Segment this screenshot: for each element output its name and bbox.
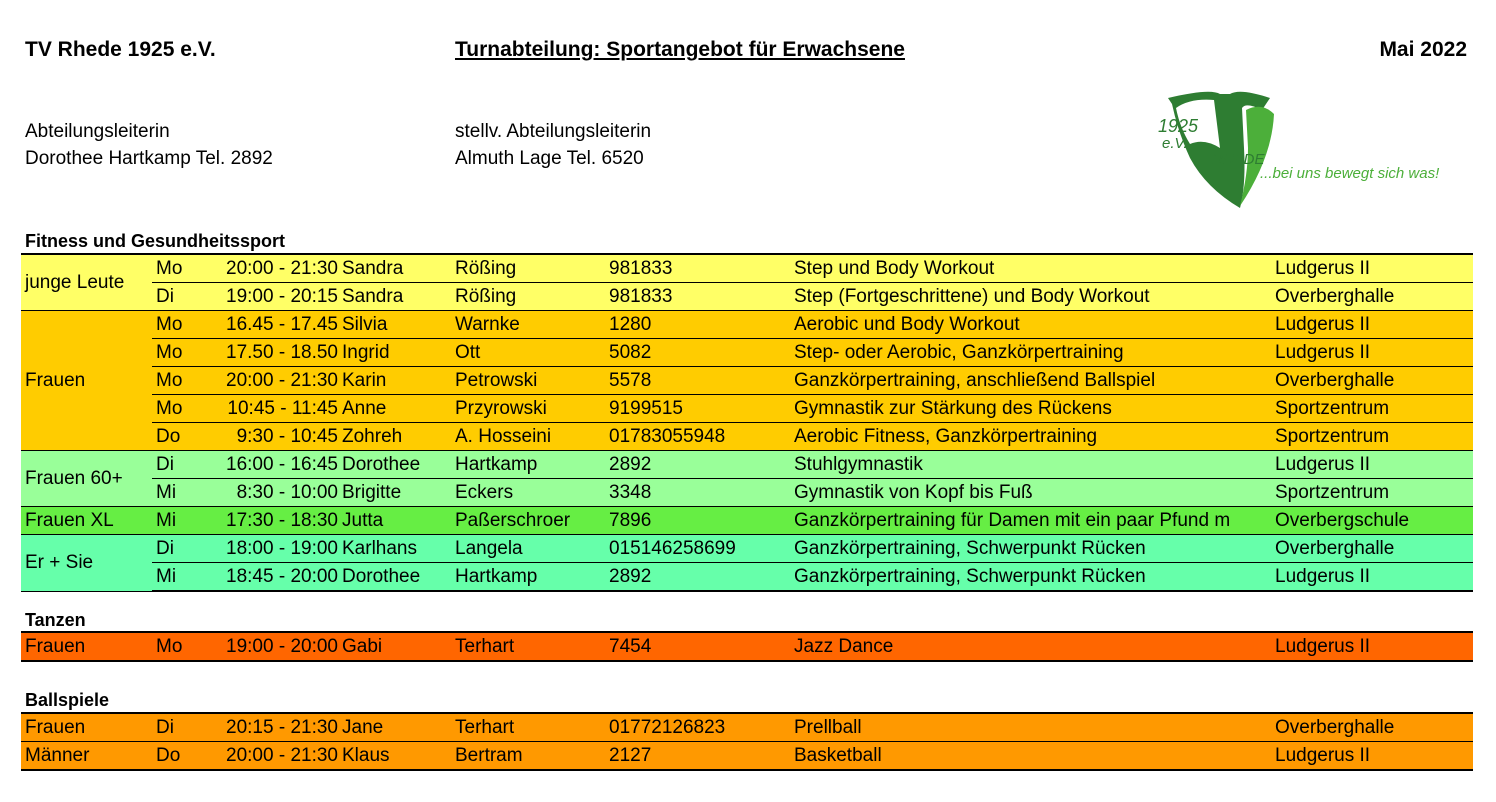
cell-course: Ganzkörpertraining, anschließend Ballspiel bbox=[790, 367, 1271, 395]
cell-first: Zohreh bbox=[338, 423, 451, 451]
cell-place: Ludgerus II bbox=[1271, 632, 1473, 661]
cell-phone: 2127 bbox=[605, 742, 790, 771]
cell-day: Mi bbox=[152, 507, 205, 535]
cell-place: Ludgerus II bbox=[1271, 311, 1473, 339]
cell-last: Hartkamp bbox=[451, 563, 605, 592]
table-row bbox=[21, 367, 1473, 395]
cell-last: Terhart bbox=[451, 713, 605, 742]
cell-last: Eckers bbox=[451, 479, 605, 507]
cell-first: Brigitte bbox=[338, 479, 451, 507]
cell-place: Ludgerus II bbox=[1271, 451, 1473, 479]
table-row bbox=[21, 742, 1473, 771]
cell-course: Gymnastik von Kopf bis Fuß bbox=[790, 479, 1271, 507]
logo-slogan: ...bei uns bewegt sich was! bbox=[1260, 165, 1440, 182]
cell-course: Ganzkörpertraining, Schwerpunkt Rücken bbox=[790, 535, 1271, 563]
cell-last: Hartkamp bbox=[451, 451, 605, 479]
table-row bbox=[21, 632, 1473, 661]
fitness-table bbox=[21, 253, 1473, 592]
cell-first: Dorothee bbox=[338, 451, 451, 479]
group-label: Männer bbox=[21, 742, 152, 771]
group-label: Er + Sie bbox=[21, 535, 152, 592]
cell-day: Mo bbox=[152, 632, 205, 661]
cell-course: Prellball bbox=[790, 713, 1271, 742]
cell-place: Overberghalle bbox=[1271, 535, 1473, 563]
cell-first: Karlhans bbox=[338, 535, 451, 563]
cell-phone: 1280 bbox=[605, 311, 790, 339]
cell-time: 18:00 - 19:00 bbox=[205, 535, 338, 563]
group-label: Frauen bbox=[21, 632, 152, 661]
logo-town: RHEDE bbox=[1212, 151, 1265, 168]
cell-phone: 2892 bbox=[605, 563, 790, 592]
cell-last: A. Hosseini bbox=[451, 423, 605, 451]
cell-day: Mo bbox=[152, 367, 205, 395]
cell-time: 20:00 - 21:30 bbox=[205, 254, 338, 283]
cell-day: Mi bbox=[152, 563, 205, 592]
table-row bbox=[21, 283, 1473, 311]
cell-first: Karin bbox=[338, 367, 451, 395]
cell-phone: 01772126823 bbox=[605, 713, 790, 742]
cell-first: Jane bbox=[338, 713, 451, 742]
cell-last: Petrowski bbox=[451, 367, 605, 395]
club-name: TV Rhede 1925 e.V. bbox=[25, 38, 216, 61]
table-row bbox=[21, 311, 1473, 339]
cell-day: Mo bbox=[152, 339, 205, 367]
table-row bbox=[21, 395, 1473, 423]
cell-time: 19:00 - 20:00 bbox=[205, 632, 338, 661]
cell-first: Anne bbox=[338, 395, 451, 423]
table-row bbox=[21, 423, 1473, 451]
cell-last: Langela bbox=[451, 535, 605, 563]
section-title-fitness: Fitness und Gesundheitssport bbox=[25, 231, 286, 251]
leader-left bbox=[25, 118, 273, 172]
cell-last: Paßerschroer bbox=[451, 507, 605, 535]
cell-phone: 2892 bbox=[605, 451, 790, 479]
cell-first: Jutta bbox=[338, 507, 451, 535]
cell-course: Step- oder Aerobic, Ganzkörpertraining bbox=[790, 339, 1271, 367]
cell-phone: 01783055948 bbox=[605, 423, 790, 451]
cell-place: Ludgerus II bbox=[1271, 339, 1473, 367]
table-row bbox=[21, 451, 1473, 479]
leader-left-name: Dorothee Hartkamp Tel. 2892 bbox=[25, 148, 273, 169]
cell-time: 17:30 - 18:30 bbox=[205, 507, 338, 535]
cell-place: Ludgerus II bbox=[1271, 563, 1473, 592]
cell-time: 20:00 - 21:30 bbox=[205, 367, 338, 395]
section-title-tanzen: Tanzen bbox=[25, 610, 86, 630]
cell-course: Aerobic Fitness, Ganzkörpertraining bbox=[790, 423, 1271, 451]
cell-course: Ganzkörpertraining, Schwerpunkt Rücken bbox=[790, 563, 1271, 592]
group-label: junge Leute bbox=[21, 254, 152, 311]
cell-last: Rößing bbox=[451, 283, 605, 311]
page-title: Turnabteilung: Sportangebot für Erwachsene bbox=[455, 38, 905, 61]
cell-phone: 7896 bbox=[605, 507, 790, 535]
table-row bbox=[21, 479, 1473, 507]
cell-place: Sportzentrum bbox=[1271, 423, 1473, 451]
cell-place: Overbergschule bbox=[1271, 507, 1473, 535]
cell-place: Overberghalle bbox=[1271, 713, 1473, 742]
cell-last: Warnke bbox=[451, 311, 605, 339]
table-row bbox=[21, 563, 1473, 592]
cell-first: Gabi bbox=[338, 632, 451, 661]
club-logo bbox=[1150, 88, 1460, 210]
cell-day: Do bbox=[152, 423, 205, 451]
tanzen-table bbox=[21, 631, 1473, 662]
cell-place: Sportzentrum bbox=[1271, 395, 1473, 423]
table-row bbox=[21, 507, 1473, 535]
cell-time: 16:00 - 16:45 bbox=[205, 451, 338, 479]
table-row bbox=[21, 535, 1473, 563]
cell-first: Klaus bbox=[338, 742, 451, 771]
section-title-ballspiele: Ballspiele bbox=[25, 690, 110, 710]
cell-course: Basketball bbox=[790, 742, 1271, 771]
cell-time: 17.50 - 18.50 bbox=[205, 339, 338, 367]
table-row bbox=[21, 254, 1473, 283]
cell-last: Rößing bbox=[451, 254, 605, 283]
cell-course: Step und Body Workout bbox=[790, 254, 1271, 283]
ballspiele-table bbox=[21, 712, 1473, 771]
cell-course: Aerobic und Body Workout bbox=[790, 311, 1271, 339]
logo-ev: e.V. bbox=[1162, 135, 1188, 152]
cell-phone: 5578 bbox=[605, 367, 790, 395]
cell-first: Ingrid bbox=[338, 339, 451, 367]
cell-time: 9:30 - 10:45 bbox=[205, 423, 338, 451]
cell-day: Di bbox=[152, 451, 205, 479]
cell-day: Mo bbox=[152, 395, 205, 423]
leader-right bbox=[455, 118, 651, 172]
cell-place: Ludgerus II bbox=[1271, 742, 1473, 771]
cell-first: Sandra bbox=[338, 254, 451, 283]
cell-phone: 9199515 bbox=[605, 395, 790, 423]
cell-day: Do bbox=[152, 742, 205, 771]
cell-time: 16.45 - 17.45 bbox=[205, 311, 338, 339]
group-label: Frauen bbox=[21, 713, 152, 742]
cell-course: Jazz Dance bbox=[790, 632, 1271, 661]
cell-last: Terhart bbox=[451, 632, 605, 661]
cell-time: 20:15 - 21:30 bbox=[205, 713, 338, 742]
cell-place: Overberghalle bbox=[1271, 367, 1473, 395]
cell-place: Sportzentrum bbox=[1271, 479, 1473, 507]
group-label: Frauen XL bbox=[21, 507, 152, 535]
cell-course: Ganzkörpertraining für Damen mit ein paar Pfund m bbox=[790, 507, 1271, 535]
cell-last: Bertram bbox=[451, 742, 605, 771]
cell-first: Sandra bbox=[338, 283, 451, 311]
cell-time: 8:30 - 10:00 bbox=[205, 479, 338, 507]
cell-day: Di bbox=[152, 283, 205, 311]
leader-right-name: Almuth Lage Tel. 6520 bbox=[455, 148, 644, 169]
cell-first: Silvia bbox=[338, 311, 451, 339]
leader-right-role: stellv. Abteilungsleiterin bbox=[455, 121, 652, 142]
cell-day: Di bbox=[152, 535, 205, 563]
cell-place: Ludgerus II bbox=[1271, 254, 1473, 283]
cell-phone: 5082 bbox=[605, 339, 790, 367]
cell-last: Ott bbox=[451, 339, 605, 367]
group-label: Frauen 60+ bbox=[21, 451, 152, 507]
cell-phone: 015146258699 bbox=[605, 535, 790, 563]
cell-day: Mo bbox=[152, 254, 205, 283]
cell-time: 18:45 - 20:00 bbox=[205, 563, 338, 592]
cell-course: Stuhlgymnastik bbox=[790, 451, 1271, 479]
cell-phone: 981833 bbox=[605, 254, 790, 283]
cell-course: Step (Fortgeschrittene) und Body Workout bbox=[790, 283, 1271, 311]
logo-year: 1925 bbox=[1158, 116, 1199, 136]
cell-place: Overberghalle bbox=[1271, 283, 1473, 311]
cell-time: 19:00 - 20:15 bbox=[205, 283, 338, 311]
group-label: Frauen bbox=[21, 311, 152, 451]
cell-day: Mi bbox=[152, 479, 205, 507]
cell-course: Gymnastik zur Stärkung des Rückens bbox=[790, 395, 1271, 423]
cell-day: Mo bbox=[152, 311, 205, 339]
cell-time: 10:45 - 11:45 bbox=[205, 395, 338, 423]
cell-first: Dorothee bbox=[338, 563, 451, 592]
cell-last: Przyrowski bbox=[451, 395, 605, 423]
cell-day: Di bbox=[152, 713, 205, 742]
cell-phone: 7454 bbox=[605, 632, 790, 661]
issue-date: Mai 2022 bbox=[1379, 38, 1467, 61]
cell-time: 20:00 - 21:30 bbox=[205, 742, 338, 771]
cell-phone: 3348 bbox=[605, 479, 790, 507]
leader-left-role: Abteilungsleiterin bbox=[25, 121, 170, 142]
cell-phone: 981833 bbox=[605, 283, 790, 311]
table-row bbox=[21, 713, 1473, 742]
table-row bbox=[21, 339, 1473, 367]
